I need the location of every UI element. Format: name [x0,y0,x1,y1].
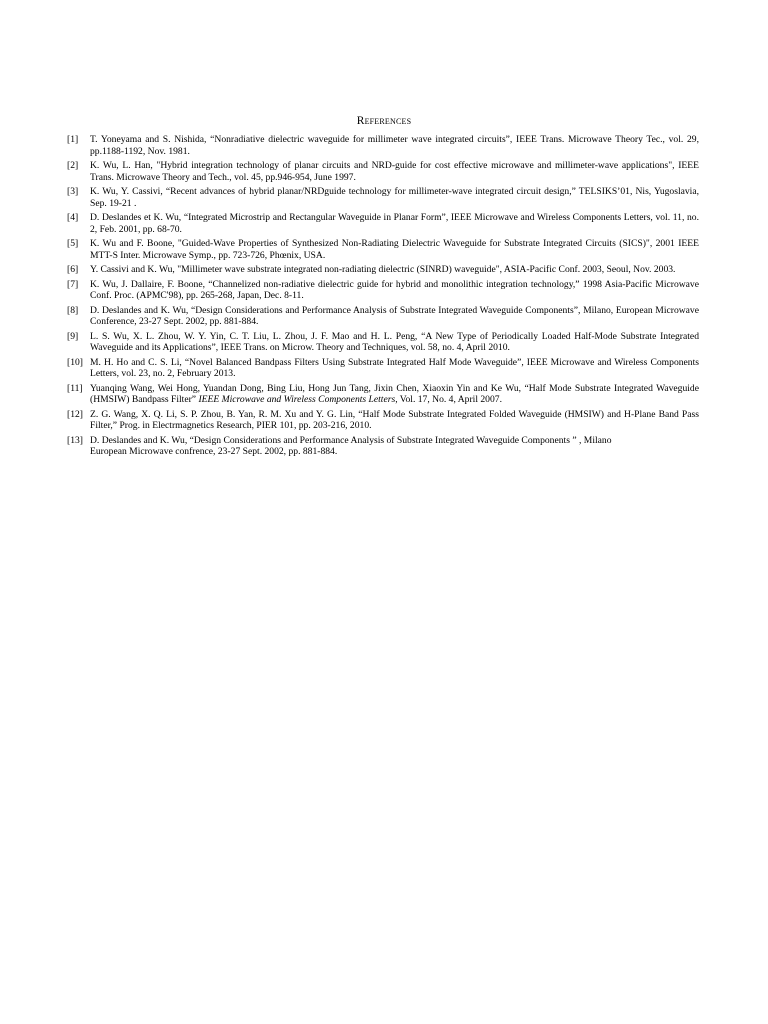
reference-item-11 [67,383,699,406]
reference-text-line: European Microwave confrence, 23-27 Sept. 2002, pp. 881-884. [90,446,338,457]
reference-item-3 [67,186,699,209]
reference-text: M. H. Ho and C. S. Li, “Novel Balanced Bandpass Filters Using Substrate Integrated Half Mode Waveguide”, IEEE Microwave and Wireless Components Letters, vol. 23, no. 2, February 2013. [90,356,699,379]
reference-list [67,134,699,461]
reference-item-8 [67,305,699,328]
reference-number: [3] [67,186,79,197]
reference-text: K. Wu and F. Boone, "Guided-Wave Properties of Synthesized Non-Radiating Dielectric Waveguide for Substrate Integrated Circuits (SICS)", 2001 IEEE MTT-S Inter. Microwave Symp., pp. 723-726, Phœnix, USA. [90,238,699,261]
reference-text: Z. G. Wang, X. Q. Li, S. P. Zhou, B. Yan, R. M. Xu and Y. G. Lin, “Half Mode Substrate Integrated Folded Waveguide (HMSIW) and H-Plane Band Pass Filter,” Prog. in Electrmagnetics Research, PIER 101, pp. 203-216, 2010. [90,408,699,431]
reference-text: K. Wu, L. Han, "Hybrid integration technology of planar circuits and NRD-guide for cost effective microwave and millimeter-wave applications", IEEE Trans. Microwave Theory and Tech., vol. 45, pp.946-954, June 1997. [90,160,699,183]
reference-number: [11] [67,382,83,394]
reference-number: [9] [67,330,79,342]
reference-text: L. S. Wu, X. L. Zhou, W. Y. Yin, C. T. Liu, L. Zhou, J. F. Mao and H. L. Peng, “A New Type of Periodically Loaded Half-Mode Substrate Integrated Waveguide and its Applications”, IEEE Trans. on Microw. Theory and Techniques, vol. 58, no. 4, April 2010. [90,330,699,353]
reference-number: [10] [67,356,83,368]
reference-text [90,383,699,406]
reference-text-part: , Vol. 17, No. 4, April 2007. [395,394,502,405]
reference-text: Y. Cassivi and K. Wu, "Millimeter wave substrate integrated non-radiating dielectric (SINRD) waveguide", ASIA-Pacific Conf. 2003, Seoul, Nov. 2003. [90,264,676,275]
reference-text: T. Yoneyama and S. Nishida, “Nonradiative dielectric waveguide for millimeter wave integrated circuits”, IEEE Trans. Microwave Theory Tec., vol. 29, pp.1188-1192, Nov. 1981. [90,134,699,157]
reference-number: [4] [67,212,79,223]
reference-item-1 [67,134,699,157]
references-heading: References [356,115,412,127]
reference-text: K. Wu, Y. Cassivi, “Recent advances of hybrid planar/NRDguide technology for millimeter-wave integrated circuit design,” TELSIKS’01, Nis, Yugoslavia, Sep. 19-21 . [90,186,699,209]
reference-text [90,435,699,458]
reference-item-9 [67,331,699,354]
reference-item-10 [67,357,699,380]
reference-number: [2] [67,160,79,171]
journal-title: IEEE Microwave and Wireless Components Letters [198,394,396,405]
reference-text-line: D. Deslandes and K. Wu, “Design Considerations and Performance Analysis of Substrate Integrated Waveguide Components ” , Milano [90,434,612,446]
reference-text: K. Wu, J. Dallaire, F. Boone, “Channelized non-radiative dielectric guide for hybrid and monolithic integration technology,” 1998 Asia-Pacific Microwave Conf. Proc. (APMC'98), pp. 265-268, Japan, Dec. 8-11. [90,278,699,301]
reference-item-2 [67,160,699,183]
reference-text: D. Deslandes and K. Wu, “Design Considerations and Performance Analysis of Substrate Integrated Waveguide Components”, Milano, European Microwave Conference, 23-27 Sept. 2002, pp. 881-884. [90,304,699,327]
reference-number: [1] [67,134,79,145]
reference-item-4 [67,212,699,235]
reference-number: [12] [67,408,83,420]
reference-number: [7] [67,278,79,290]
reference-item-7 [67,279,699,302]
reference-text: D. Deslandes et K. Wu, “Integrated Microstrip and Rectangular Waveguide in Planar Form”, IEEE Microwave and Wireless Components Letters, vol. 11, no. 2, Feb. 2001, pp. 68-70. [90,212,699,235]
reference-number: [5] [67,238,79,249]
reference-item-6 [67,264,699,276]
reference-number: [6] [67,264,79,275]
reference-number: [13] [67,434,83,446]
reference-item-12 [67,409,699,432]
reference-item-13 [67,435,699,458]
reference-text-part: Yuanqing Wang, Wei Hong, Yuandan Dong, Bing Liu, Hong Jun Tang, Jixin Chen, Xiaoxin Yin and Ke Wu, “Half Mode Substrate Integrated Waveguide (HMSIW) Bandpass Filter” [90,382,699,405]
reference-number: [8] [67,304,79,316]
reference-item-5 [67,238,699,261]
